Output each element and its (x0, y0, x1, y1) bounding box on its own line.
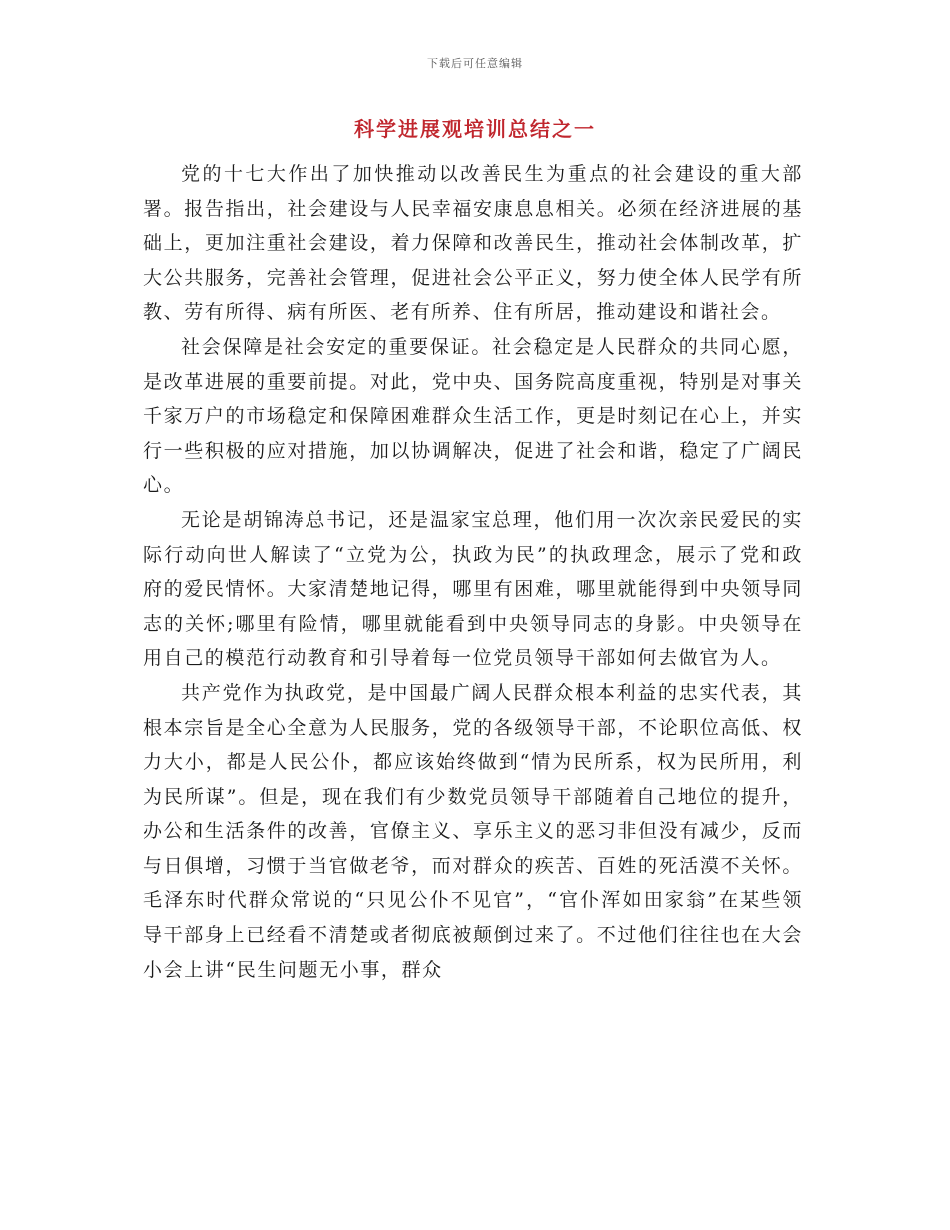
header-note: 下载后可任意编辑 (427, 57, 523, 70)
document-title: 科学进展观培训总结之一 (354, 117, 596, 141)
paragraph-3: 无论是胡锦涛总书记，还是温家宝总理，他们用一次次亲民爱民的实际行动向世人解读了“立党为公，执政为民”的执政理念，展示了党和政府的爱民情怀。大家清楚地记得，哪里有困难，哪里就能得到中央领导同志的关怀;哪里有险情，哪里就能看到中央领导同志的身影。中央领导在用自己的模范行动教育和引导着每一位党员领导干部如何去做官为人。 (143, 508, 803, 670)
paragraph-1: 党的十七大作出了加快推动以改善民生为重点的社会建设的重大部署。报告指出，社会建设与人民幸福安康息息相关。必须在经济进展的基础上，更加注重社会建设，着力保障和改善民生，推动社会体制改革，扩大公共服务，完善社会管理，促进社会公平正义，努力使全体人民学有所教、劳有所得、病有所医、老有所养、住有所居，推动建设和谐社会。 (143, 163, 803, 324)
document-body (143, 157, 803, 987)
paragraph-4: 共产党作为执政党，是中国最广阔人民群众根本利益的忠实代表，其根本宗旨是全心全意为人民服务，党的各级领导干部，不论职位高低、权力大小，都是人民公仆，都应该始终做到“情为民所系，权为民所用，利为民所谋”。但是，现在我们有少数党员领导干部随着自己地位的提升，办公和生活条件的改善，官僚主义、享乐主义的恶习非但没有减少，反而与日俱增，习惯于当官做老爷，而对群众的疾苦、百姓的死活漠不关怀。毛泽东时代群众常说的“只见公仆不见官”，“官仆浑如田家翁”在某些领导干部身上已经看不清楚或者彻底被颠倒过来了。不过他们往往也在大会小会上讲“民生问题无小事，群众 (143, 681, 803, 981)
paragraph-2: 社会保障是社会安定的重要保证。社会稳定是人民群众的共同心愿，是改革进展的重要前提。对此，党中央、国务院高度重视，特别是对事关千家万户的市场稳定和保障困难群众生活工作，更是时刻记在心上，并实行一些积极的应对措施，加以协调解决，促进了社会和谐，稳定了广阔民心。 (143, 335, 803, 497)
